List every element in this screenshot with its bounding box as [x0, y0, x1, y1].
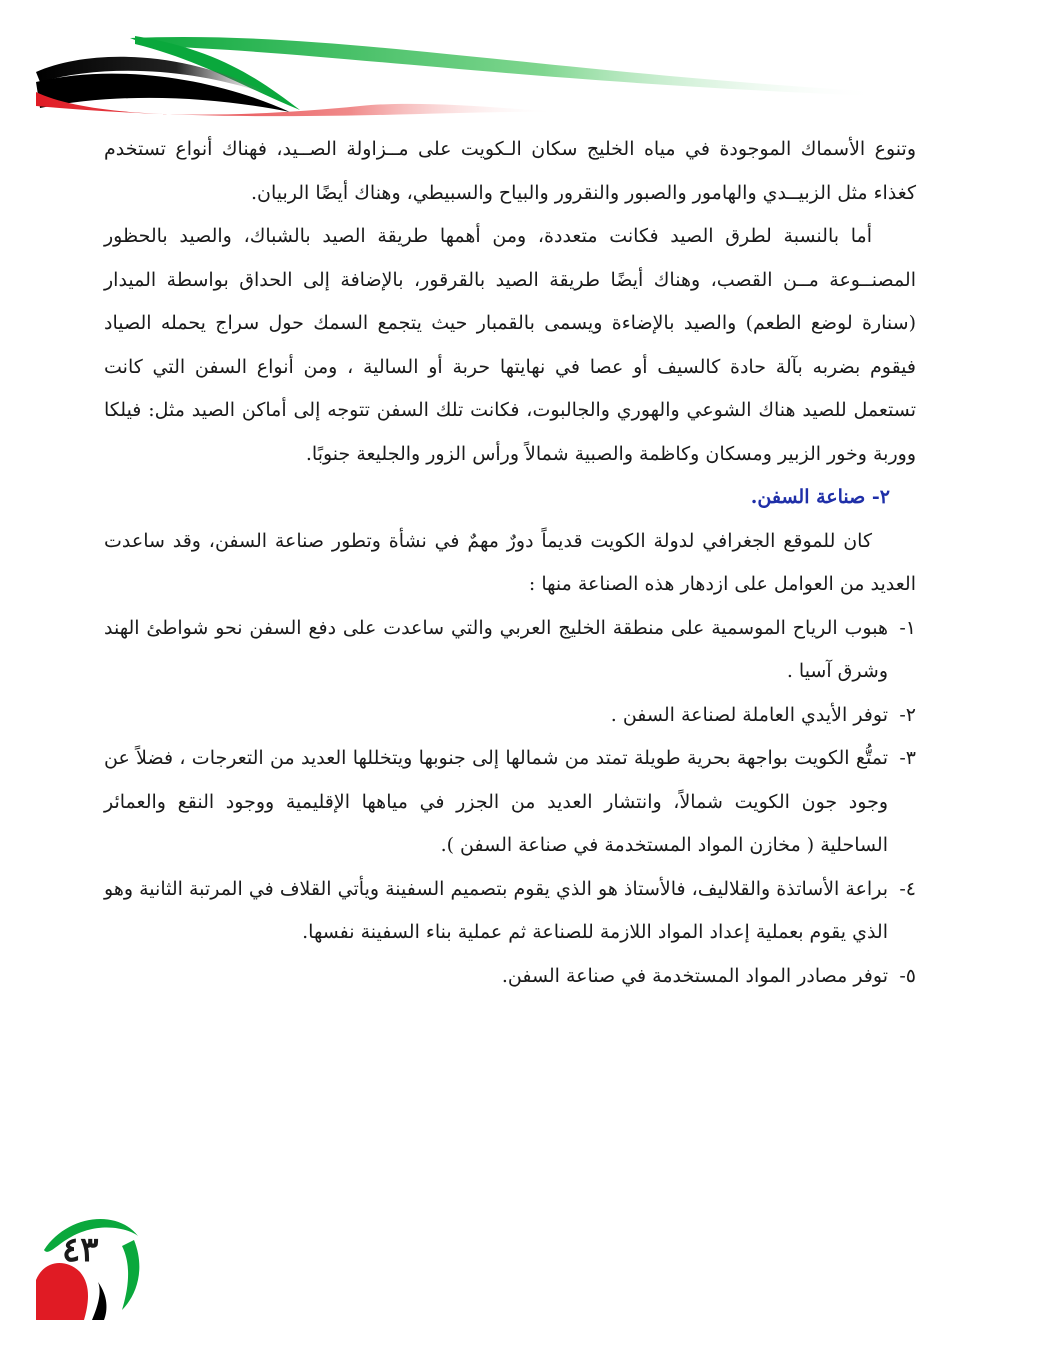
section-heading-shipbuilding: ٢- صناعة السفن.	[750, 486, 890, 508]
list-item-number: ٢-	[899, 703, 916, 726]
page-number: ٤٣	[62, 1230, 99, 1270]
list-item-text: تمتُّع الكويت بواجهة بحرية طويلة تمتد من شمالها إلى جنوبها ويتخللها العديد من التعرجات ، فضلاً عن وجود جون الكويت شمالاً، وانتشار العديد من الجزر في مياهها الإقليمية ووجود النقع والعمائر الساحلية ( مخازن المواد المستخدمة في صناعة السفن ).	[104, 747, 888, 856]
list-item-number: ١-	[899, 616, 916, 639]
page-content	[104, 128, 916, 998]
list-item	[104, 607, 916, 694]
list-item	[104, 955, 916, 999]
list-item-number: ٥-	[899, 964, 916, 987]
list-item-text: براعة الأساتذة والقلاليف، فالأستاذ هو الذي يقوم بتصميم السفينة ويأتي القلاف في المرتبة الثانية وهو الذي يقوم بعملية إعداد المواد اللازمة للصناعة ثم عملية بناء السفينة نفسها.	[104, 877, 888, 943]
list-item	[104, 694, 916, 738]
paragraph-fishing-methods: أما بالنسبة لطرق الصيد فكانت متعددة، ومن أهمها طريقة الصيد بالشباك، والصيد بالحظور المصنــوعة مــن القصب، وهناك أيضًا طريقة الصيد بالقرقور، بالإضافة إلى الحداق بواسطة الميدار (سنارة لوضع الطعم) والصيد بالإضاءة ويسمى بالقمبار حيث يتجمع السمك حول سراج يحمله الصياد فيقوم بضربه بآلة حادة كالسيف أو عصا في نهايتها حربة أو السالية ، ومن أنواع السفن التي كانت تستعمل للصيد هناك الشوعي والهوري والجالبوت، فكانت تلك السفن تتوجه إلى أماكن الصيد مثل: فيلكا ووربة وخور الزبير ومسكان وكاظمة والصبية شمالاً ورأس الزور والجليعة جنوبًا.	[104, 225, 916, 465]
paragraph-fish-types: وتنوع الأسماك الموجودة في مياه الخليج سكان الـكويت على مــزاولة الصــيد، فهناك أنواع تستخدم كغذاء مثل الزبيــدي والهامور والصبور والنقرور والبياح والسبيطي، وهناك أيضًا الربيان.	[104, 138, 916, 204]
paragraph-shipbuilding-intro: كان للموقع الجغرافي لدولة الكويت قديماً دورٌ مهمٌ في نشأة وتطور صناعة السفن، وقد ساعدت العديد من العوامل على ازدهار هذه الصناعة منها :	[104, 529, 916, 595]
header-flag-swoosh	[0, 0, 1062, 140]
list-item	[104, 737, 916, 868]
list-item	[104, 868, 916, 955]
list-item-text: هبوب الرياح الموسمية على منطقة الخليج العربي والتي ساعدت على دفع السفن نحو شواطئ الهند وشرق آسيا .	[104, 616, 888, 682]
list-item-text: توفر مصادر المواد المستخدمة في صناعة السفن.	[501, 964, 888, 987]
list-item-number: ٣-	[899, 747, 916, 769]
list-item-text: توفر الأيدي العاملة لصناعة السفن .	[610, 703, 888, 726]
list-item-number: ٤-	[899, 877, 916, 900]
